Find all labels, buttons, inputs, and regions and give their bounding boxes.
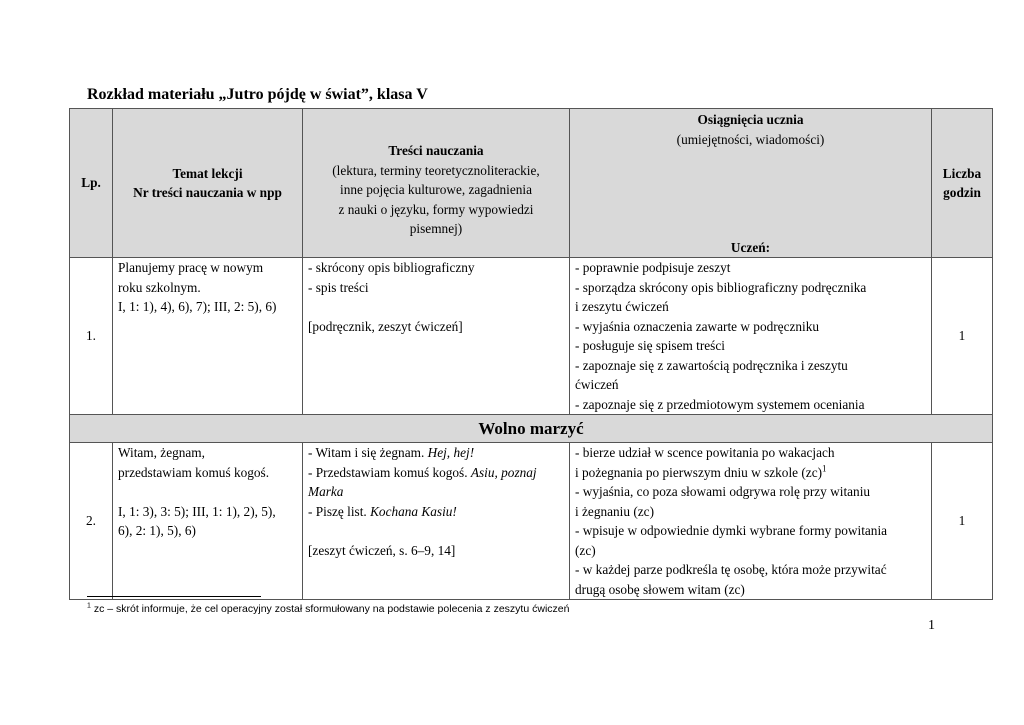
header-tresci-title: Treści nauczania bbox=[388, 143, 484, 159]
row1-osiag-line: - zapoznaje się z zawartością podręcznika i zeszytu bbox=[575, 357, 848, 373]
row2-temat-line: przedstawiam komuś kogoś. bbox=[118, 464, 270, 480]
row2-osiag-line: - w każdej parze podkreśla tę osobę, która może przywitać bbox=[575, 562, 887, 577]
row2-tresci-italic: Kochana Kasiu! bbox=[370, 503, 457, 519]
row2-tresci-line bbox=[308, 482, 564, 502]
row1-tresci-line: - spis treści bbox=[308, 279, 369, 295]
row2-osiag-line bbox=[575, 463, 926, 483]
row1-osiag-line: - wyjaśnia oznaczenia zawarte w podręczniku bbox=[575, 318, 820, 334]
row2-osiag-line: (zc) bbox=[575, 542, 596, 558]
row2-osiag-text: i pożegnania po pierwszym dniu w szkole (zc) bbox=[575, 464, 823, 480]
row2-tresci-line bbox=[308, 463, 564, 483]
row2-tresci-italic: Hej, hej! bbox=[427, 445, 475, 460]
row2-osiag-line: i żegnaniu (zc) bbox=[575, 503, 654, 519]
row2-osiag-line: - wpisuje w odpowiednie dymki wybrane formy powitania bbox=[575, 523, 888, 538]
row1-osiag-line: - sporządza skrócony opis bibliograficzny podręcznika bbox=[575, 279, 867, 295]
row2-lp: 2. bbox=[70, 443, 113, 600]
header-tresci-line: inne pojęcia kulturowe, zagadnienia bbox=[340, 182, 532, 198]
footnote-marker: 1 bbox=[87, 602, 91, 610]
header-osiag-bottom: Uczeń: bbox=[730, 239, 771, 255]
row1-osiag-line: - posługuje się spisem treści bbox=[575, 338, 725, 353]
header-temat bbox=[113, 109, 303, 258]
page-number: 1 bbox=[928, 618, 935, 633]
header-osiag-title: Osiągnięcia ucznia bbox=[697, 112, 804, 127]
footnote bbox=[87, 603, 569, 615]
row2-godziny: 1 bbox=[932, 443, 993, 600]
header-temat-line2: Nr treści nauczania w npp bbox=[133, 185, 282, 200]
footnote-text: zc – skrót informuje, że cel operacyjny został sformułowany na podstawie polecenia z zeszytu ćwiczeń bbox=[90, 603, 570, 615]
footnote-ref: 1 bbox=[822, 463, 827, 474]
row2-osiag-line: - bierze udział w scence powitania po wakacjach bbox=[575, 445, 835, 460]
row1-lp: 1. bbox=[70, 258, 113, 415]
header-osiagniecia bbox=[570, 109, 932, 258]
table-row bbox=[70, 258, 993, 415]
row1-osiag-line: i zeszytu ćwiczeń bbox=[575, 299, 669, 314]
row2-temat bbox=[113, 443, 303, 600]
row1-tresci bbox=[303, 258, 570, 415]
row1-godziny: 1 bbox=[932, 258, 993, 415]
row2-temat-line: Witam, żegnam, bbox=[118, 445, 205, 460]
header-liczba-godzin bbox=[932, 109, 993, 258]
section-title: Wolno marzyć bbox=[70, 415, 993, 443]
row2-temat-line: 6), 2: 1), 5), 6) bbox=[118, 523, 196, 538]
row2-tresci-line bbox=[308, 443, 564, 463]
row1-temat-line: Planujemy pracę w nowym bbox=[118, 260, 264, 275]
row2-tresci-text: - Piszę list. bbox=[308, 503, 371, 519]
header-lp: Lp. bbox=[70, 109, 113, 258]
row2-tresci-line bbox=[308, 502, 564, 522]
row2-tresci-text: - Witam i się żegnam. bbox=[308, 445, 428, 460]
row1-osiag-line: ćwiczeń bbox=[575, 377, 619, 392]
header-tresci bbox=[303, 109, 570, 258]
row2-osiagniecia bbox=[570, 443, 932, 600]
document-title: Rozkład materiału „Jutro pójdę w świat”, klasa V bbox=[87, 86, 428, 103]
header-tresci-line: (lektura, terminy teoretycznoliterackie, bbox=[332, 162, 540, 178]
section-row bbox=[70, 415, 993, 443]
header-liczba-line1: Liczba bbox=[942, 165, 982, 181]
row2-tresci-italic: Asiu, poznaj bbox=[470, 464, 537, 480]
row1-osiag-line: - poprawnie podpisuje zeszyt bbox=[575, 260, 731, 275]
row2-tresci-line: [zeszyt ćwiczeń, s. 6–9, 14] bbox=[308, 542, 456, 558]
row1-osiag-line: - zapoznaje się z przedmiotowym systemem oceniania bbox=[575, 396, 865, 412]
row1-temat-line: I, 1: 1), 4), 6), 7); III, 2: 5), 6) bbox=[118, 299, 277, 314]
row1-osiagniecia bbox=[570, 258, 932, 415]
lesson-plan-table bbox=[69, 108, 993, 600]
header-tresci-line: z nauki o języku, formy wypowiedzi bbox=[338, 201, 534, 217]
table-row bbox=[70, 443, 993, 600]
header-osiag-sub: (umiejętności, wiadomości) bbox=[676, 131, 825, 147]
header-tresci-line: pisemnej) bbox=[409, 221, 463, 237]
row2-tresci bbox=[303, 443, 570, 600]
row1-temat bbox=[113, 258, 303, 415]
footnote-divider bbox=[87, 596, 261, 597]
header-liczba-line2: godzin bbox=[943, 185, 981, 200]
row1-temat-line: roku szkolnym. bbox=[118, 279, 201, 295]
row2-temat-line: I, 1: 3), 3: 5); III, 1: 1), 2), 5), bbox=[118, 503, 276, 519]
header-row bbox=[70, 109, 993, 258]
row2-osiag-line: drugą osobę słowem witam (zc) bbox=[575, 581, 745, 597]
row2-tresci-italic: Marka bbox=[308, 484, 344, 499]
row1-tresci-line: [podręcznik, zeszyt ćwiczeń] bbox=[308, 318, 463, 334]
row2-tresci-text: - Przedstawiam komuś kogoś. bbox=[308, 464, 471, 480]
header-temat-line1: Temat lekcji bbox=[172, 165, 243, 181]
row2-osiag-line: - wyjaśnia, co poza słowami odgrywa rolę przy witaniu bbox=[575, 484, 871, 499]
row1-tresci-line: - skrócony opis bibliograficzny bbox=[308, 260, 475, 275]
